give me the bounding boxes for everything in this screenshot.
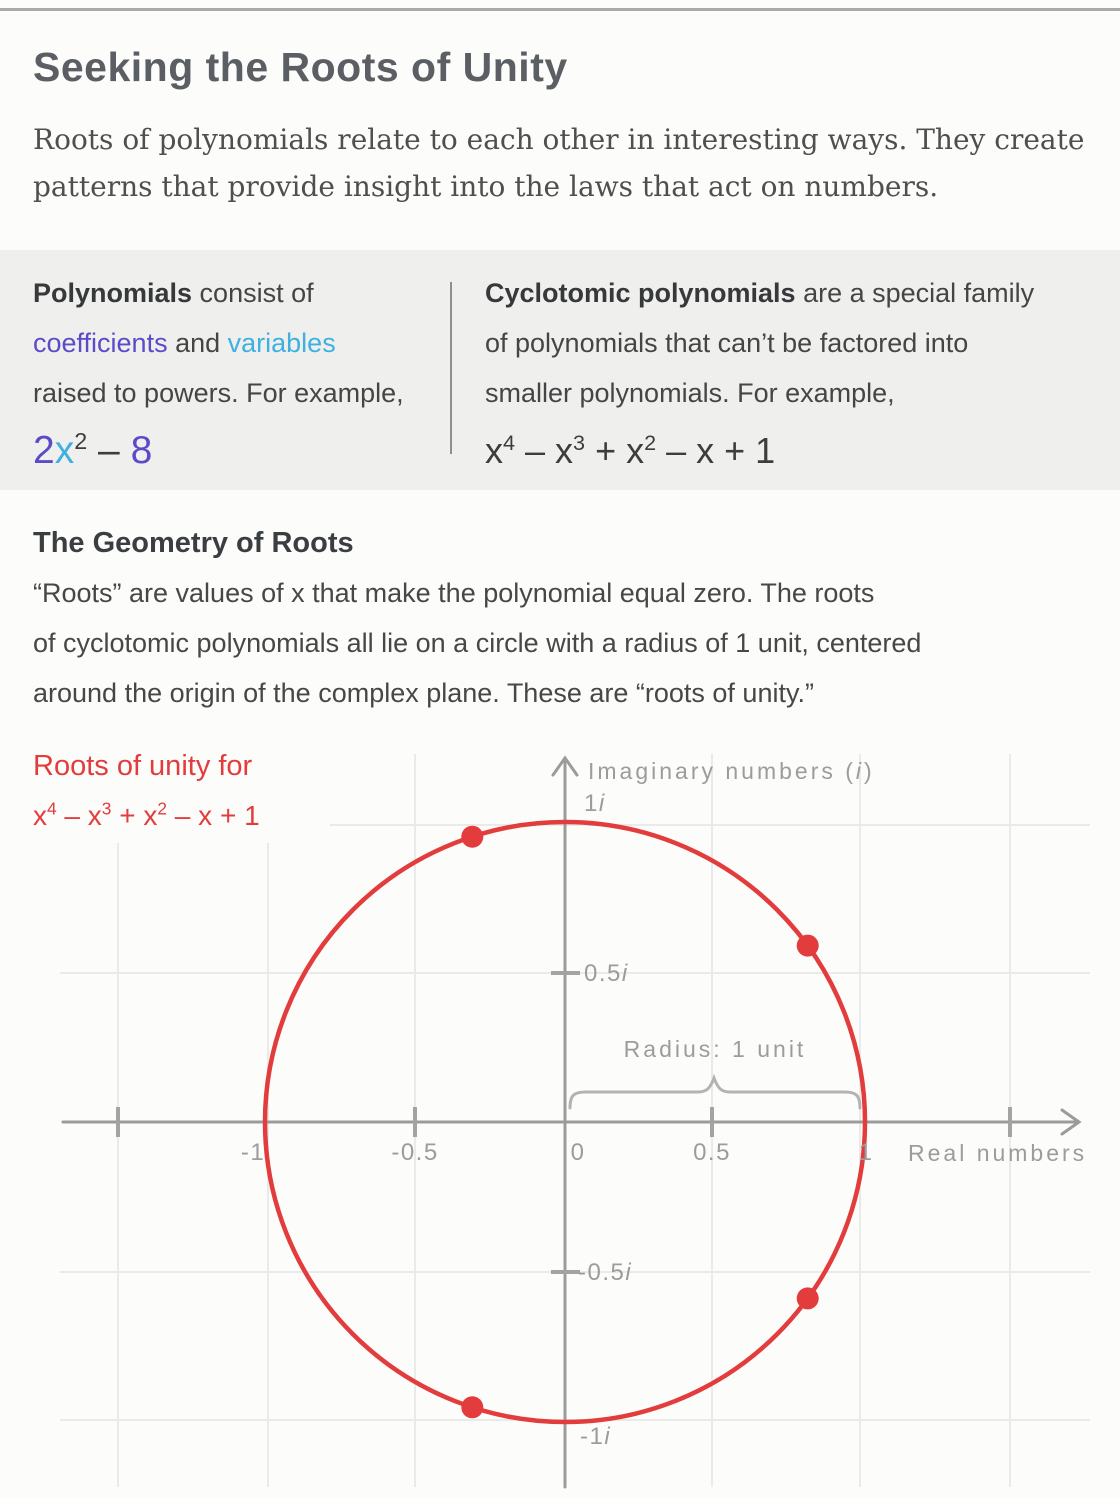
section-body-line: “Roots” are values of x that make the polynomial equal zero. The roots <box>33 578 875 608</box>
x-tick-label-1: 1 <box>858 1139 874 1166</box>
axes <box>63 758 1079 1487</box>
radius-annotation: Radius: 1 unit <box>623 1036 807 1062</box>
x-axis-title: Real numbers <box>908 1140 1088 1166</box>
chart-caption: Roots of unity for <box>33 750 253 782</box>
cyclotomic-text-line: of polynomials that can’t be factored into <box>485 328 969 358</box>
cyclotomic-text-line: Cyclotomic polynomials are a special family <box>485 278 1035 308</box>
column-divider <box>450 282 452 454</box>
y-tick-label-m0-5i: -0.5i <box>578 1259 633 1286</box>
page-title: Seeking the Roots of Unity <box>33 44 568 90</box>
x-tick-label-0: 0 <box>570 1139 586 1166</box>
radius-brace <box>570 1078 860 1108</box>
section-body-line: around the origin of the complex plane. These are “roots of unity.” <box>33 678 814 708</box>
y-tick-label-1i: 1i <box>584 790 606 817</box>
section-heading: The Geometry of Roots <box>33 527 354 559</box>
complex-plane-chart <box>0 740 1120 1498</box>
chart-canvas <box>0 740 1120 1498</box>
y-tick-label-0-5i: 0.5i <box>584 960 629 987</box>
intro-line: patterns that provide insight into the laws that act on numbers. <box>33 170 939 203</box>
chart-caption-formula: $x^4 - x^3 + x^2 - x + 1$ <box>33 798 260 831</box>
section-body <box>33 568 921 718</box>
intro-paragraph <box>33 116 1103 210</box>
definitions-panel <box>0 250 1120 490</box>
polynomials-text-line: Polynomials consist of <box>33 278 314 308</box>
polynomials-text-line: coefficients and variables <box>33 328 336 358</box>
cyclotomic-column <box>485 268 1034 474</box>
x-tick-label-0-5: 0.5 <box>693 1139 731 1166</box>
x-tick-label-m0-5: -0.5 <box>391 1139 439 1166</box>
polynomials-text-line: raised to powers. For example, <box>33 378 404 408</box>
cyclotomic-example-formula: $x^4 - x^3 + x^2 - x + 1$ <box>485 430 776 471</box>
root-dot <box>797 935 819 957</box>
section-body-line: of cyclotomic polynomials all lie on a circle with a radius of 1 unit, centered <box>33 628 922 658</box>
root-dot <box>461 826 483 848</box>
polynomial-example-formula: $2x^2 - 8$ <box>33 428 153 472</box>
intro-line: Roots of polynomials relate to each other in interesting ways. They create <box>33 123 1085 156</box>
y-tick-label-m1i: -1i <box>580 1423 612 1450</box>
y-axis-title: Imaginary numbers (i) <box>588 758 875 784</box>
x-tick-label-m1: -1 <box>240 1139 266 1166</box>
root-dot <box>461 1396 483 1418</box>
polynomials-column <box>33 268 404 474</box>
root-dot <box>797 1287 819 1309</box>
top-rule <box>0 8 1120 11</box>
cyclotomic-text-line: smaller polynomials. For example, <box>485 378 895 408</box>
